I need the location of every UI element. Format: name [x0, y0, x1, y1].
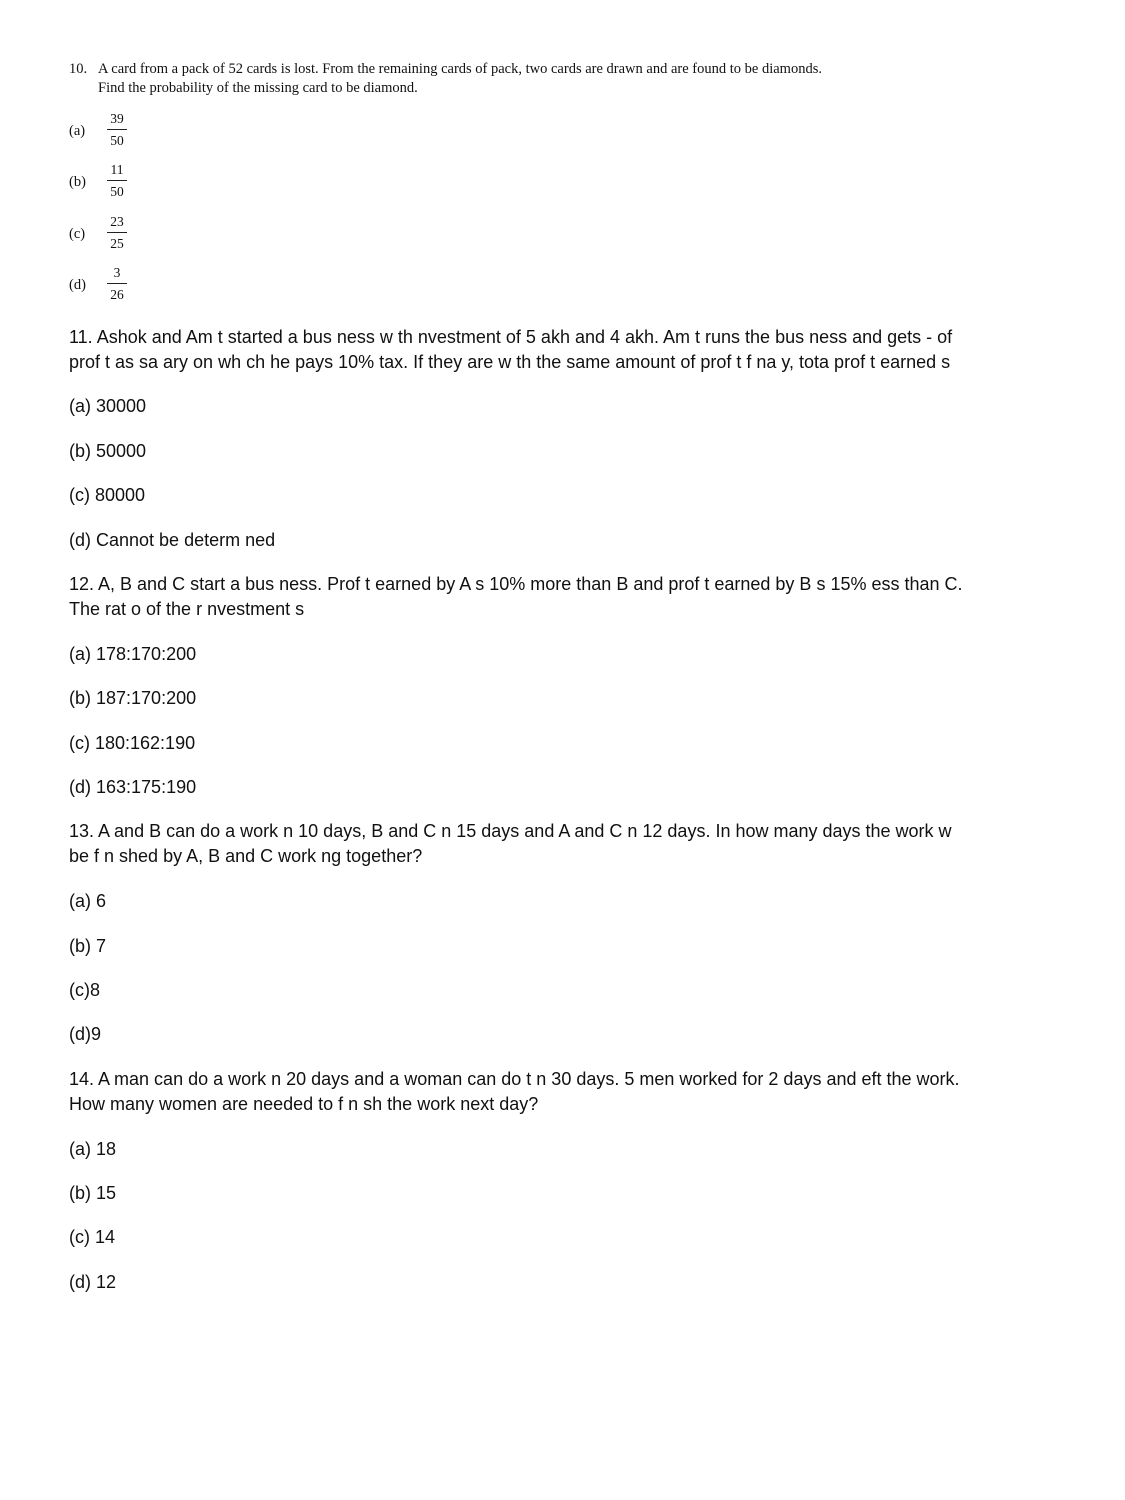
question-13-option-a: (a) 6: [69, 891, 107, 911]
question-11-stem: [69, 325, 1069, 375]
question-11-option-d: (d) Cannot be determ ned: [69, 530, 276, 550]
question-14-line-2: How many women are needed to f n sh the work next day?: [69, 1094, 539, 1114]
question-12-line-1: 12. A, B and C start a bus ness. Prof t earned by A s 10% more than B and prof t earned by B s 15% ess than C.: [69, 574, 963, 594]
question-13-option-d: (d)9: [69, 1024, 102, 1044]
question-10-number: 10.: [69, 61, 88, 77]
question-11-option-c: (c) 80000: [69, 485, 146, 505]
fraction: [107, 161, 127, 200]
question-13-option-b: (b) 7: [69, 936, 107, 956]
question-14-option-a: (a) 18: [69, 1139, 117, 1159]
question-14-stem: [69, 1067, 1069, 1117]
denominator: 50: [110, 184, 124, 199]
fraction: [107, 264, 127, 303]
question-12-option-d: (d) 163:175:190: [69, 777, 197, 797]
question-10-line-1: A card from a pack of 52 cards is lost. From the remaining cards of pack, two cards are drawn and are found to be diamonds.: [98, 61, 822, 77]
option-label: (a): [69, 123, 86, 139]
option-label: (c): [69, 226, 86, 242]
denominator: 50: [110, 133, 124, 148]
question-11-option-a: (a) 30000: [69, 396, 147, 416]
question-10: [69, 60, 1069, 98]
question-12-line-2: The rat o of the r nvestment s: [69, 599, 305, 619]
denominator: 25: [110, 236, 124, 251]
numerator: 23: [107, 213, 127, 233]
denominator: 26: [110, 287, 124, 302]
numerator: 39: [107, 110, 127, 130]
question-12-option-b: (b) 187:170:200: [69, 688, 197, 708]
question-12-option-a: (a) 178:170:200: [69, 644, 197, 664]
option-label: (b): [69, 174, 86, 190]
question-14-option-d: (d) 12: [69, 1272, 117, 1292]
option-label: (d): [69, 277, 86, 293]
question-13-line-2: be f n shed by A, B and C work ng together?: [69, 846, 423, 866]
fraction: [107, 110, 127, 149]
question-14-line-1: 14. A man can do a work n 20 days and a woman can do t n 30 days. 5 men worked for 2 days and eft the work.: [69, 1069, 960, 1089]
question-12-stem: [69, 572, 1069, 622]
question-12-option-c: (c) 180:162:190: [69, 733, 196, 753]
question-11-line-1: 11. Ashok and Am t started a bus ness w th nvestment of 5 akh and 4 akh. Am t runs the bus ness and gets - of: [69, 327, 953, 347]
question-10-stem: [69, 60, 1069, 98]
question-13-stem: [69, 819, 1069, 869]
question-14-option-b: (b) 15: [69, 1183, 117, 1203]
question-11-option-b: (b) 50000: [69, 441, 147, 461]
question-13-line-1: 13. A and B can do a work n 10 days, B and C n 15 days and A and C n 12 days. In how many days the work w: [69, 821, 952, 841]
question-10-line-2: Find the probability of the missing card to be diamond.: [98, 80, 418, 96]
question-14-option-c: (c) 14: [69, 1227, 116, 1247]
numerator: 11: [107, 161, 127, 181]
question-11-line-2: prof t as sa ary on wh ch he pays 10% tax. If they are w th the same amount of prof t f na y, tota prof t earned s: [69, 352, 951, 372]
fraction: [107, 213, 127, 252]
question-13-option-c: (c)8: [69, 980, 100, 1000]
numerator: 3: [107, 264, 127, 284]
